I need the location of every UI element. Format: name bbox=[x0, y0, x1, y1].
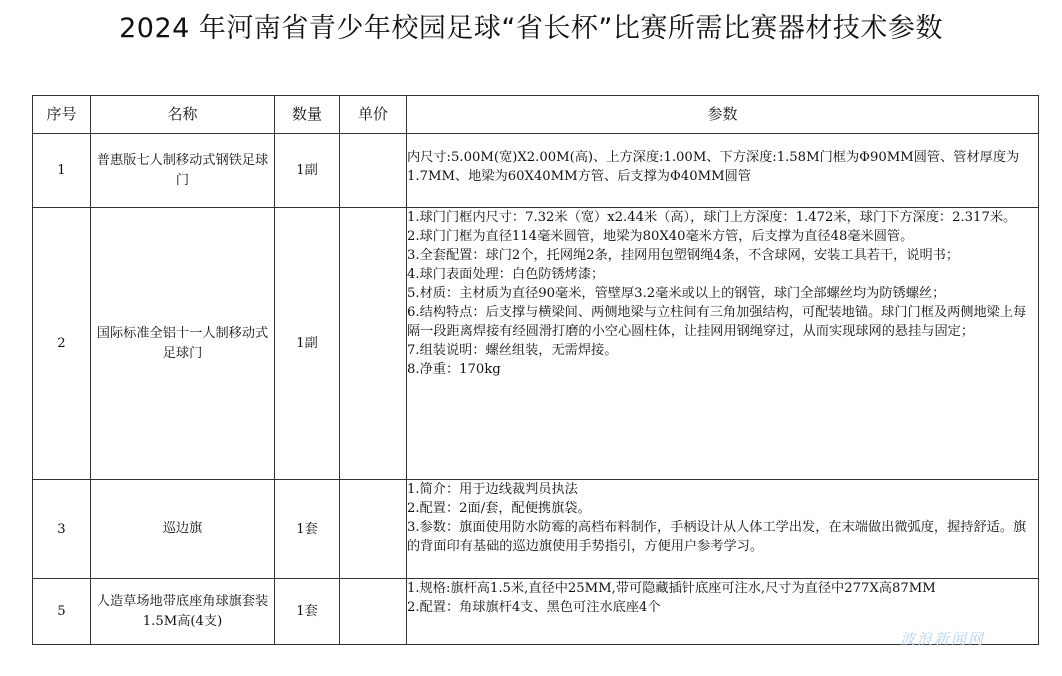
param-line: 2.配置：角球旗杆4支、黑色可注水底座4个 bbox=[407, 600, 661, 615]
row-unit-price bbox=[340, 134, 407, 208]
row-name: 人造草场地带底座角球旗套装1.5M高(4支) bbox=[91, 579, 275, 645]
param-line: 8.净重：170kg bbox=[407, 362, 501, 377]
row-index: 3 bbox=[33, 480, 91, 579]
row-parameters bbox=[407, 480, 1039, 579]
row-index: 2 bbox=[33, 208, 91, 480]
row-name: 国际标准全铝十一人制移动式足球门 bbox=[91, 208, 275, 480]
header-index: 序号 bbox=[33, 96, 91, 134]
document-title: 2024 年河南省青少年校园足球“省长杯”比赛所需比赛器材技术参数 bbox=[119, 13, 943, 44]
header-quantity: 数量 bbox=[275, 96, 340, 134]
table-row bbox=[33, 480, 1039, 579]
header-unit-price: 单价 bbox=[340, 96, 407, 134]
table-row bbox=[33, 208, 1039, 480]
header-parameters: 参数 bbox=[407, 96, 1039, 134]
row-quantity: 1套 bbox=[275, 480, 340, 579]
table-row bbox=[33, 134, 1039, 208]
param-line: 1.简介：用于边线裁判员执法 bbox=[407, 482, 578, 497]
row-unit-price bbox=[340, 480, 407, 579]
row-unit-price bbox=[340, 579, 407, 645]
row-quantity: 1套 bbox=[275, 579, 340, 645]
param-line: 3.全套配置：球门2个，托网绳2条，挂网用包塑钢绳4条，不含球网，安装工具若干，说明书； bbox=[407, 248, 960, 263]
row-quantity: 1副 bbox=[275, 208, 340, 480]
row-unit-price bbox=[340, 208, 407, 480]
row-quantity: 1副 bbox=[275, 134, 340, 208]
param-line: 2.配置：2面/套，配便携旗袋。 bbox=[407, 501, 591, 516]
param-line: 5.材质：主材质为直径90毫米，管壁厚3.2毫米或以上的钢管，球门全部螺丝均为防锈螺丝； bbox=[407, 286, 946, 301]
equipment-spec-table bbox=[32, 95, 1039, 645]
param-line: 4.球门表面处理：白色防锈烤漆； bbox=[407, 267, 605, 282]
row-name: 巡边旗 bbox=[91, 480, 275, 579]
row-index: 5 bbox=[33, 579, 91, 645]
table-header-row bbox=[33, 96, 1039, 134]
row-parameters bbox=[407, 134, 1039, 208]
param-line: 6.结构特点：后支撑与横梁间、两侧地梁与立柱间有三角加强结构，可配装地锚。球门门框及两侧地梁上每隔一段距离焊接有经圆滑打磨的小空心圆柱体，让挂网用钢绳穿过，从而实现球网的悬挂与固定； bbox=[407, 305, 1027, 339]
param-line: 7.组装说明：螺丝组装，无需焊接。 bbox=[407, 343, 618, 358]
watermark: 波浪新闻网 bbox=[900, 630, 986, 648]
row-index: 1 bbox=[33, 134, 91, 208]
row-name: 普惠版七人制移动式钢铁足球门 bbox=[91, 134, 275, 208]
header-name: 名称 bbox=[91, 96, 275, 134]
param-line: 1.球门门框内尺寸：7.32米（宽）x2.44米（高），球门上方深度：1.472米，球门下方深度：2.317米。 bbox=[407, 210, 1017, 225]
param-line: 2.球门门框为直径114毫米圆管，地梁为80X40毫米方管，后支撑为直径48毫米圆管。 bbox=[407, 229, 914, 244]
param-line: 1.规格:旗杆高1.5米,直径中25MM,带可隐藏插针底座可注水,尺寸为直径中277X高87MM bbox=[407, 581, 936, 596]
table-row bbox=[33, 579, 1039, 645]
row-parameters bbox=[407, 208, 1039, 480]
param-line: 内尺寸:5.00M(宽)X2.00M(高)、上方深度:1.00M、下方深度:1.58M门框为Φ90MM圆管、管材厚度为1.7MM、地梁为60X40MM方管、后支撑为Φ40MM圆管 bbox=[407, 150, 1020, 184]
param-line: 3.参数：旗面使用防水防霉的高档布料制作，手柄设计从人体工学出发，在末端做出微弧度，握持舒适。旗的背面印有基础的巡边旗使用手势指引，方便用户参考学习。 bbox=[407, 520, 1027, 554]
